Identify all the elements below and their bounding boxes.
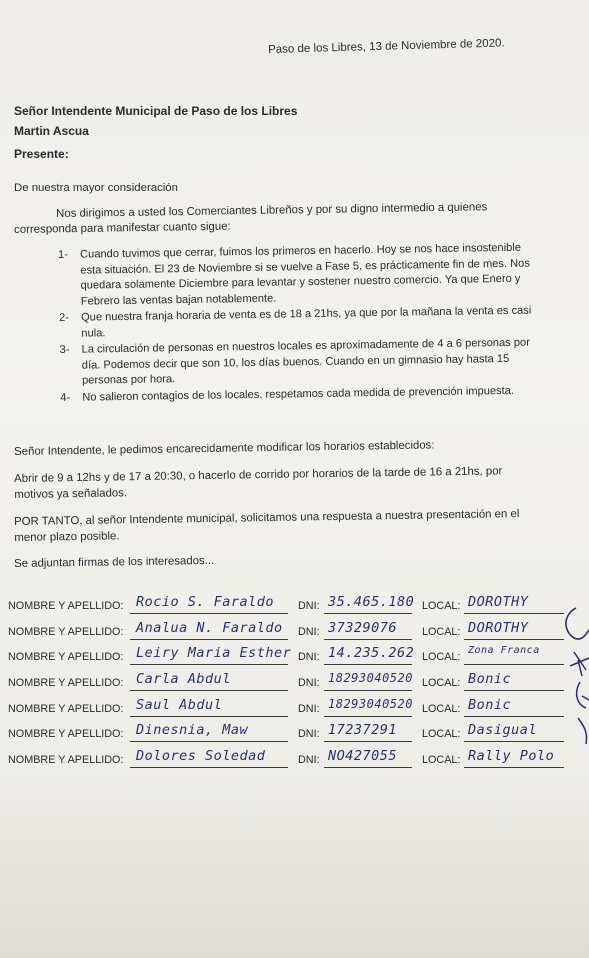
local-underline [464,741,564,742]
list-item-number: 1- [58,248,69,261]
local-label: LOCAL: [422,600,461,612]
dni-underline [324,639,412,640]
signature-dni: 18293040520 [328,696,413,711]
signature-name: Dinesnia, Maw [136,722,249,739]
local-label: LOCAL: [422,728,461,741]
name-underline [130,767,288,768]
dateline: Paso de los Libres, 13 de Noviembre de 2020. [268,37,505,56]
name-label: NOMBRE Y APELLIDO: [8,651,124,664]
signature-local: Rally Polo [468,748,555,765]
signature-row [8,748,589,780]
local-label: LOCAL: [422,677,461,690]
signature-name: Leiry Maria Esther [136,645,292,662]
request-line: Señor Intendente, le pedimos encarecidamente modificar los horarios establecidos: [14,439,435,458]
signature-local: DOROTHY [468,594,529,610]
dni-underline [324,690,412,691]
dni-underline [324,767,412,768]
salutation: De nuestra mayor consideración [14,182,178,194]
dni-underline [324,741,412,742]
local-underline [464,690,564,691]
recipient-title: Señor Intendente Municipal de Paso de los Libres [14,104,298,118]
name-label: NOMBRE Y APELLIDO: [8,625,124,638]
list-item-number: 2- [59,311,70,324]
name-underline [130,690,288,691]
signature-local: Dasigual [468,722,538,739]
por-tanto-paragraph: POR TANTO, al señor Intendente municipal, solicitamos una respuesta a nuestra presentación en el menor plazo posible. [14,508,520,544]
closing-line: Se adjuntan firmas de los interesados... [14,554,215,570]
dni-label: DNI: [298,754,320,767]
signature-name: Analua N. Faraldo [136,619,283,636]
signature-dni: 35.465.180 [328,594,415,610]
dni-label: DNI: [298,702,320,715]
local-underline [464,767,564,768]
name-label: NOMBRE Y APELLIDO: [8,677,124,690]
local-underline [464,716,564,717]
dni-underline [324,613,412,614]
dni-label: DNI: [298,728,320,741]
name-label: NOMBRE Y APELLIDO: [8,702,124,715]
dni-underline [324,716,412,717]
name-underline [130,613,288,614]
list-item [58,240,541,310]
local-label: LOCAL: [422,702,461,715]
signature-local: DOROTHY [468,619,529,636]
signature-list [8,594,589,780]
list-item [59,335,542,389]
signature-dni: 17237291 [328,722,398,739]
local-underline [464,639,564,640]
hours-paragraph: Abrir de 9 a 12hs y de 17 a 20:30, o hacerlo de corrido por horarios de la tarde de 16 a 21hs, por motivos ya señalados. [14,465,503,501]
name-label: NOMBRE Y APELLIDO: [8,728,124,741]
margin-signature-scribbles [556,600,589,750]
signature-dni: 18293040520 [328,671,413,686]
dni-label: DNI: [298,600,320,612]
local-underline [464,664,564,665]
signature-local: Bonic [468,671,512,688]
local-label: LOCAL: [422,625,461,638]
signature-name: Dolores Soledad [136,748,266,765]
signature-name: Saul Abdul [136,696,223,713]
name-underline [130,639,288,640]
dni-label: DNI: [298,677,320,690]
local-label: LOCAL: [422,754,461,767]
name-underline [130,741,288,742]
list-item-number: 4- [60,391,71,404]
signature-name: Carla Abdul [136,671,231,688]
dni-underline [324,664,412,665]
signature-local: Zona Franca [468,645,540,657]
recipient-name: Martin Ascua [14,124,89,138]
name-underline [130,716,288,717]
dni-label: DNI: [298,625,320,638]
local-underline [464,613,564,614]
points-list [58,240,542,407]
list-item-text: Cuando tuvimos que cerrar, fuimos los primeros en hacerlo. Hoy se nos hace insostenible esta situación. El 23 de Noviembre si se vuelve a Fase 5, es prácticamente fin de mes. Nos quedara solamente Diciembre para levantar y sostener nuestro comercio. Ya que Enero y Febrero las ventas bajan notablemente. [80,241,530,308]
signature-dni: NO427055 [328,748,398,765]
list-item-text: No salieron contagios de los locales, respetamos cada medida de prevención impuesta. [82,384,515,404]
signature-name: Rocio S. Faraldo [136,594,275,610]
presente-label: Presente: [14,147,69,161]
intro-line-1: Nos dirigimos a usted los Comerciantes Libreños y por su digno intermedio a quienes [56,201,488,220]
name-underline [130,664,288,665]
list-item-text: La circulación de personas en nuestros locales es aproximadamente de 4 a 6 personas por día. Podemos decir que son 10, los días buenos. Cuando en un gimnasio hay hasta 15 personas por hora. [81,336,530,387]
list-item-number: 3- [59,343,70,356]
dni-label: DNI: [298,651,320,664]
name-label: NOMBRE Y APELLIDO: [8,600,124,612]
local-label: LOCAL: [422,651,461,664]
signature-dni: 14.235.262 [328,645,415,662]
name-label: NOMBRE Y APELLIDO: [8,754,124,767]
signature-local: Bonic [468,696,512,713]
intro-line-2: corresponda para manifestar cuanto sigue: [14,220,231,236]
list-item-text: Que nuestra franja horaria de venta es de 18 a 21hs, ya que por la mañana la venta es casi nula. [81,304,532,340]
signature-dni: 37329076 [328,619,398,636]
